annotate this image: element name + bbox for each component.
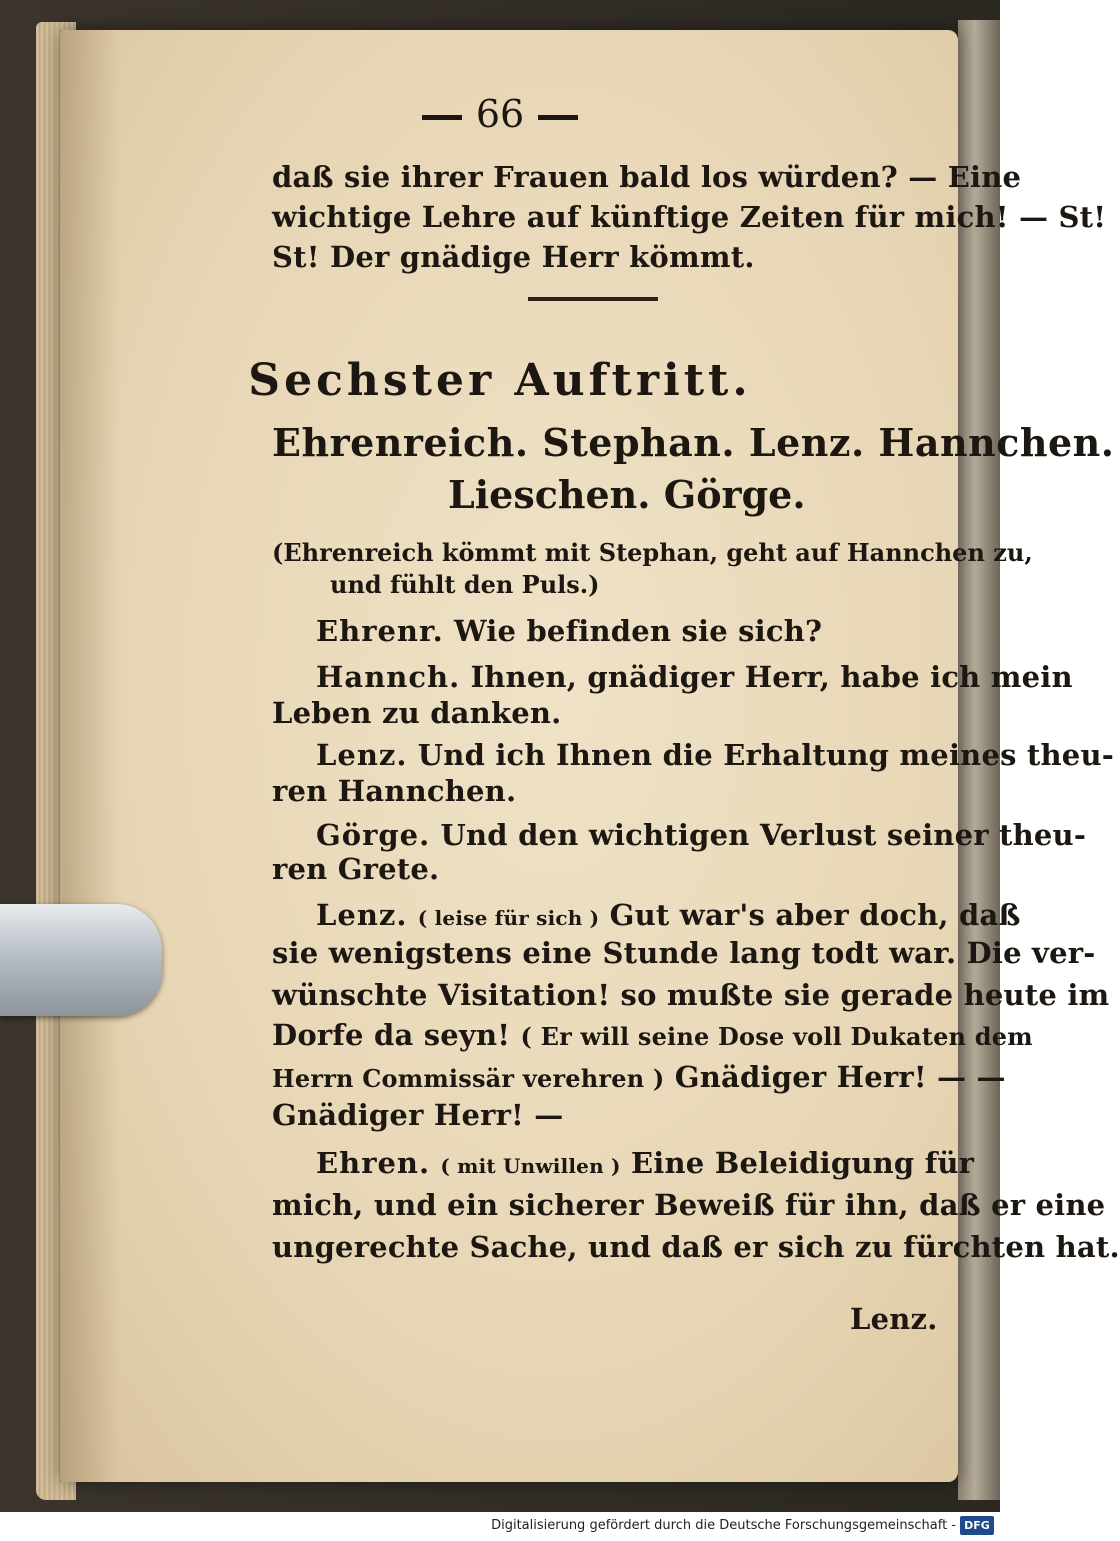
dialogue-text: Gnädiger Herr! — — [674,1060,1006,1094]
text-line: sie wenigstens eine Stunde lang todt war. Die ver- [272,936,1096,970]
dialogue-continuation: ren Grete. [272,852,440,886]
scanner-clip [0,904,162,1016]
text-line: wünschte Visitation! so mußte sie gerade heute im [272,978,1110,1012]
dialogue-continuation: Leben zu danken. [272,696,562,730]
section-divider [528,297,658,301]
text-line: Gnädiger Herr! — [272,1098,564,1132]
dialogue-text: Gut war's aber doch, daß [609,898,1021,932]
stage-aside: ( Er will seine Dose voll Dukaten dem [520,1022,1033,1051]
footer-bar [0,1512,1000,1541]
dialogue-line [316,738,1114,772]
speaker-name: Hannch. [316,660,461,694]
dfg-logo[interactable]: DFG [960,1516,994,1535]
stage-aside: Herrn Commissär verehren ) [272,1064,665,1093]
text-line: ungerechte Sache, und daß er sich zu fürchten hat. [272,1230,1120,1264]
scene-heading: Sechster Auftritt. [248,355,752,406]
catchword: Lenz. [850,1302,938,1336]
dialogue-text: Und ich Ihnen die Erhaltung meines theu- [417,738,1114,772]
dialogue-text: Dorfe da seyn! [272,1018,511,1052]
dialogue-text: Ihnen, gnädiger Herr, habe ich mein [470,660,1073,694]
dialogue-text: Eine Beleidigung für [630,1146,975,1180]
speaker-name: Lenz. [316,898,408,932]
speaker-name: Lenz. [316,738,408,772]
text-line: wichtige Lehre auf künftige Zeiten für mich! — St! [272,200,1107,234]
dialogue-text: Und den wichtigen Verlust seiner theu- [440,818,1087,852]
page-number: 66 [0,92,1000,136]
stage-aside: ( leise für sich ) [417,906,600,930]
cast-list-line: Lieschen. Görge. [448,472,806,517]
text-line: St! Der gnädige Herr kömmt. [272,240,755,274]
text-line: mich, und ein sicherer Beweiß für ihn, daß er eine [272,1188,1106,1222]
speaker-name: Ehrenr. [316,614,444,648]
stage-aside: ( mit Unwillen ) [440,1154,621,1178]
text-line: daß sie ihrer Frauen bald los würden? — Eine [272,160,1022,194]
speaker-name: Görge. [316,818,431,852]
speaker-name: Ehren. [316,1146,431,1180]
dialogue-line [316,818,1086,852]
cast-list-line: Ehrenreich. Stephan. Lenz. Hannchen. [272,420,1115,465]
stage-direction: (Ehrenreich kömmt mit Stephan, geht auf Hannchen zu, [272,538,1033,567]
funding-credit: Digitalisierung gefördert durch die Deutsche Forschungsgemeinschaft - [491,1518,956,1533]
dialogue-line [316,898,1021,932]
dialogue-continuation: ren Hannchen. [272,774,517,808]
dialogue-line [316,1146,974,1180]
gutter-shadow [60,30,120,1482]
text-line [272,1018,1033,1052]
text-line [272,1060,1006,1094]
dialogue-line [316,614,822,648]
stage-direction: und fühlt den Puls.) [330,570,600,599]
dialogue-text: Wie befinden sie sich? [454,614,823,648]
dialogue-line [316,660,1073,694]
